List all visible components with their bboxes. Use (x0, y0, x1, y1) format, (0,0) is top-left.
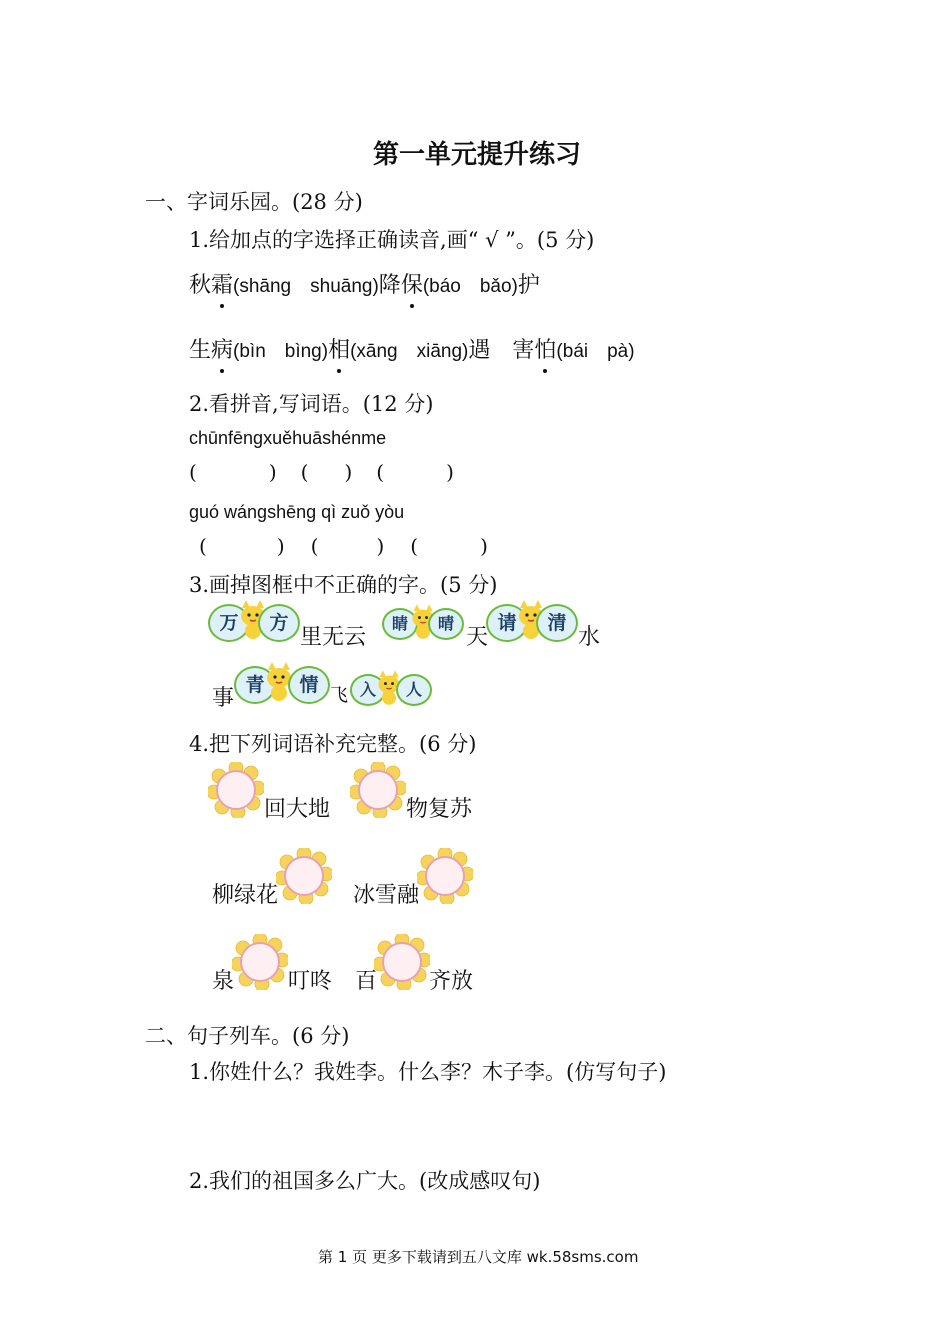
section-1-heading: 一、字词乐园。(28 分) (145, 190, 363, 214)
flower-blank-icon[interactable] (208, 762, 264, 818)
word-suffix: 水 (578, 625, 601, 650)
reading-row-2 (189, 333, 635, 364)
answer-brackets-1: ( ) ( ) ( ) (189, 460, 454, 484)
reading-item: 降保(báo bǎo)护 (379, 273, 540, 298)
char-bubble[interactable]: 睛 (382, 608, 418, 640)
idiom-fragment: 柳绿花 (212, 883, 279, 908)
reading-item: 害怕(bái pà) (512, 338, 634, 363)
char-bubble[interactable]: 晴 (428, 608, 464, 640)
idiom-fragment: 回大地 (264, 797, 331, 822)
answer-brackets-2: ( ) ( ) ( ) (199, 534, 488, 558)
reading-item: 秋霜(shāng shuāng) (189, 273, 379, 298)
page-title: 第一单元提升练习 (373, 140, 582, 170)
question-2-prompt: 2.看拼音,写词语。(12 分) (189, 392, 434, 416)
idiom-fragment: 叮咚 (288, 969, 333, 994)
word-suffix: 天 (466, 625, 489, 650)
char-bubble[interactable]: 清 (536, 604, 578, 642)
char-bubble[interactable]: 入 (350, 674, 386, 706)
flower-blank-icon[interactable] (276, 848, 332, 904)
flower-blank-icon[interactable] (374, 934, 430, 990)
section-2-question-1: 1.你姓什么？我姓李。什么李？木子李。(仿写句子) (189, 1060, 667, 1084)
flower-blank-icon[interactable] (417, 848, 473, 904)
question-3-prompt: 3.画掉图框中不正确的字。(5 分) (189, 573, 498, 597)
pinyin-line-2: guó wángshēng qì zuǒ yòu (189, 502, 405, 522)
reading-item: 相(xāng xiāng)遇 (328, 338, 490, 363)
question-1-prompt: 1.给加点的字选择正确读音,画“ √ ”。(5 分) (189, 228, 595, 252)
idiom-fragment: 冰雪融 (353, 883, 420, 908)
flower-blank-icon[interactable] (350, 762, 406, 818)
question-4-prompt: 4.把下列词语补充完整。(6 分) (189, 732, 477, 756)
reading-item: 生病(bìn bìng) (189, 338, 328, 363)
flower-blank-icon[interactable] (232, 934, 288, 990)
idiom-fragment: 物复苏 (406, 797, 473, 822)
char-bubble[interactable]: 请 (486, 604, 528, 642)
word-suffix: 里无云 (300, 625, 367, 650)
idiom-fragment: 齐放 (429, 969, 474, 994)
char-bubble[interactable]: 方 (258, 604, 300, 642)
idiom-fragment: 百 (355, 969, 378, 994)
page-footer: 第 1 页 更多下载请到五八文库 wk.58sms.com (318, 1248, 639, 1266)
char-bubble[interactable]: 万 (208, 604, 250, 642)
idiom-fragment: 泉 (212, 969, 235, 994)
word-prefix: 飞 (330, 685, 348, 706)
word-prefix: 事 (212, 686, 235, 711)
reading-row-1 (189, 268, 540, 299)
char-bubble[interactable]: 人 (396, 674, 432, 706)
char-bubble[interactable]: 情 (288, 666, 330, 704)
section-2-heading: 二、句子列车。(6 分) (145, 1024, 350, 1048)
char-bubble[interactable]: 青 (234, 666, 276, 704)
section-2-question-2: 2.我们的祖国多么广大。(改成感叹句) (189, 1169, 541, 1193)
pinyin-line-1: chūnfēngxuěhuāshénme (189, 428, 387, 448)
